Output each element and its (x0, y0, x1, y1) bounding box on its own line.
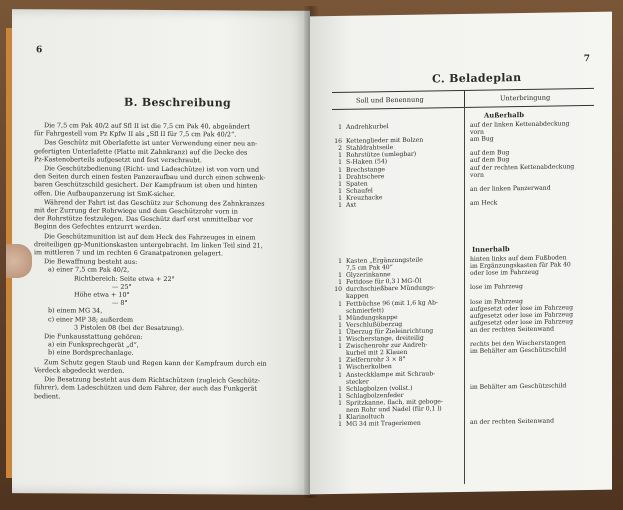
item-name: Wischerstange, dreiteilig (346, 334, 424, 343)
location: an der rechten Seitenwand (470, 325, 555, 334)
subheading-innerhalb: Innerhalb (472, 245, 510, 254)
text-line: Die Funkausstattung gehören: (44, 332, 143, 341)
text-line: im mittleren 7 und im rechten 6 Granatpatronen gelagert. (34, 248, 224, 258)
item-name: Mündungskappe (346, 313, 398, 322)
text-line: Zum Schutz gegen Staub und Regen kann der Kampfraum durch ein (44, 357, 267, 368)
stowage-list-outside (332, 120, 598, 209)
item-name: Wischerkolben (346, 363, 392, 372)
text-line: b) eine Bordsprechanlage. (48, 348, 134, 358)
item-name: Fettbüchse 96 (mit 1,6 kg Ab- (346, 298, 438, 308)
quantity: 1 (338, 413, 342, 421)
text-line: — 25° (112, 282, 132, 291)
item-name: Zielfernrohr 3 × 8° (346, 356, 406, 365)
item-name: Kettenglieder mit Bolzen (346, 136, 424, 145)
text-line: c) einer MP 38; außerdem (48, 314, 134, 324)
quantity: 10 (334, 286, 342, 294)
quantity: 1 (338, 159, 342, 167)
item-name: Schlagbolzen (vollst.) (346, 384, 413, 393)
quantity: 1 (338, 279, 342, 287)
quantity: 1 (338, 421, 342, 429)
left-page (12, 9, 310, 495)
quantity: 1 (338, 166, 342, 174)
text-line: a) einer 7,5 cm Pak 40/2, (48, 265, 130, 275)
quantity: 1 (338, 357, 342, 365)
item-name: durchschießbare Mündungs- (346, 284, 436, 294)
quantity: 1 (338, 180, 342, 188)
text-line: führer), dem Ladeschützen und dem Fahrer, der auch das Funkgerät (34, 383, 258, 393)
text-line: Die 7,5 cm Pak 40/2 auf Sfl II ist die 7,5 cm Pak 40, abgeändert (44, 121, 250, 131)
item-name: Stahldrahtseile (346, 144, 394, 153)
text-line: Höhe etwa + 10° (74, 290, 130, 299)
item-name: Klarinoltuch (346, 413, 385, 421)
location: vorn (470, 171, 484, 179)
item-name: Schlagbolzenfeder (346, 391, 404, 400)
text-line: Die Besatzung besteht aus dem Richtschützen (zugleich Geschütz- (44, 375, 261, 385)
text-line: 3 Pistolen 08 (bei der Besatzung). (74, 323, 185, 333)
location: im Behälter am Geschützschild (470, 346, 567, 356)
quantity: 1 (338, 123, 342, 131)
page-number-right: 7 (583, 53, 590, 65)
item-name: Kasten „Ergänzungsteile (346, 256, 423, 265)
quantity: 1 (338, 300, 342, 308)
quantity: 16 (334, 138, 342, 146)
item-name: Axt (346, 201, 357, 209)
text-line: der Rohrstütze festzulegen. Das Geschütz darf erst unmittelbar vor (34, 214, 253, 224)
section-title-beladeplan: C. Beladeplan (432, 71, 522, 86)
location: am Bug (470, 135, 494, 144)
location: auf dem Bug (470, 149, 510, 158)
column-header-soll: Soll und Benennung (356, 95, 424, 105)
page-number-left: 6 (36, 45, 43, 56)
item-name: Brechstange (346, 165, 385, 174)
subheading-ausserhalb: Außerhalb (484, 111, 524, 120)
text-line: dreiteiligen gp-Munitionskasten untergebracht. Im linken Teil sind 21, (34, 240, 263, 250)
location: vorn (470, 128, 484, 136)
open-booklet (6, 6, 618, 498)
location: oder lose im Fahrzeug (470, 268, 539, 278)
item-name: Fettdose für 0,3 l MG-Öl (346, 277, 422, 287)
location: aufgesetzt oder lose im Fahrzeug (470, 310, 574, 320)
text-line: baren Geschützschild gesichert. Der Kampfraum ist oben und hinten (34, 180, 258, 191)
location: am Heck (470, 199, 498, 207)
quantity: 1 (338, 399, 342, 407)
thumb (6, 244, 32, 278)
location: auf der rechten Kettenabdeckung (470, 162, 575, 172)
text-line: den Seiten durch einen festen Panzeraufbau und durch einen schwenk- (34, 172, 266, 182)
text-line: a) ein Funksprechgerät „d“, (48, 340, 139, 350)
text-line: gefertigten Unterlafette (Platte mit Zahnkranz) auf die Decke des (34, 146, 248, 157)
description-text (34, 121, 292, 401)
quantity: 1 (338, 321, 342, 329)
quantity: 1 (338, 201, 342, 209)
location: auf der linken Kettenabdeckung (470, 120, 570, 129)
item-name: nem Rohr und Nadel (für 0,1 l) (346, 405, 442, 414)
text-line: Das Geschütz mit Oberlafette ist unter Verwendung einer neu an- (44, 138, 258, 148)
quantity: 1 (338, 187, 342, 195)
quantity: 1 (338, 152, 342, 160)
text-line: mit der Zurrung der Rohrwiege und dem Geschützrohr vorn in (34, 206, 238, 216)
location: an der linken Panzerwand (470, 184, 551, 193)
item-name: Ansteckklampe mit Schraub- (346, 369, 436, 379)
item-name: Drahtschere (346, 172, 385, 181)
location: rechts bei den Wischerstangen (470, 339, 566, 348)
text-line: für Fahrgestell vom Pz Kpfw II als „Sfl II für 7,5 cm Pak 40/2“. (34, 129, 237, 139)
column-header-unterbringung: Unterbringung (500, 93, 551, 103)
stowage-list-inside (332, 254, 598, 428)
quantity: 1 (338, 173, 342, 181)
item-name: Zwischenrohr zur Andreh- (346, 341, 428, 350)
item-name: S-Haken (54) (346, 158, 388, 167)
item-name: kurbel mit 2 Klauen (346, 349, 408, 358)
text-line: Die Bewaffnung besteht aus: (44, 257, 138, 267)
text-line: b) einem MG 34, (48, 306, 103, 316)
location: an der rechten Seitenwand (470, 417, 555, 427)
header-divider (464, 91, 465, 107)
item-name: Überzug für Zieleinrichtung (346, 327, 434, 336)
table-header (332, 88, 594, 110)
location: im Ergänzungskasten für Pak 40 (470, 261, 571, 270)
right-page (310, 12, 612, 495)
item-name: Verschlußüberzug (346, 320, 403, 329)
quantity: 1 (338, 194, 342, 202)
quantity: 1 (338, 272, 342, 280)
text-line: Pz-Kastenoberteils aufgesetzt und fest verschraubt. (34, 155, 202, 165)
location: aufgesetzt oder lose im Fahrzeug (470, 303, 574, 313)
item-name: Schaufel (346, 187, 373, 195)
location: hinten links auf dem Fußboden (470, 254, 567, 263)
text-line: Beginn des Gefechtes entzurrt werden. (34, 222, 162, 232)
item-name: kappen (346, 292, 369, 301)
location: aufgesetzt oder lose im Fahrzeug (470, 318, 574, 327)
location: im Behälter am Geschützschild (470, 382, 567, 391)
quantity: 1 (338, 328, 342, 336)
text-line: Während der Fahrt ist das Geschütz zur Schonung des Zahnkranzes (44, 198, 265, 208)
item-name: Andrehkurbel (346, 123, 389, 131)
quantity: 1 (338, 392, 342, 400)
text-line: bedient. (34, 391, 61, 400)
text-line: Verdeck abgedeckt werden. (34, 366, 125, 375)
item-name: stecker (346, 378, 369, 386)
quantity: 1 (338, 385, 342, 393)
quantity: 1 (338, 257, 342, 265)
text-line: Die Geschützbedienung (Richt- und Ladeschütze) ist von vorn und (44, 164, 260, 174)
text-line: offen. Die Aufbaupanzerung ist SmK-sicher. (34, 188, 176, 198)
text-line: — 8° (112, 298, 128, 308)
item-name: Kreuzhacke (346, 194, 383, 202)
item-name: 7,5 cm Pak 40“ (346, 264, 393, 272)
item-name: Spritzkanne, flach, mit geboge- (346, 398, 443, 407)
quantity: 2 (338, 145, 342, 153)
item-name: Rohrstütze (umlegbar) (346, 151, 417, 160)
section-title-beschreibung: B. Beschreibung (124, 95, 231, 110)
text-line: Richtbereich: Seite etwa + 22° (74, 274, 175, 283)
item-name: Spaten (346, 180, 368, 188)
item-name: schmierfett) (346, 306, 384, 315)
location: lose im Fahrzeug (470, 297, 523, 306)
quantity: 1 (338, 371, 342, 379)
location: lose im Fahrzeug (470, 283, 523, 292)
quantity: 1 (338, 364, 342, 372)
text-line: Die Geschützmunition ist auf dem Heck des Fahrzeuges in einem (44, 231, 256, 242)
item-name: Glyzerinkanne (346, 271, 391, 279)
quantity: 1 (338, 314, 342, 322)
location: auf dem Bug (470, 156, 510, 165)
item-name: MG 34 mit Trageriemen (346, 419, 421, 428)
quantity: 1 (338, 342, 342, 351)
quantity: 1 (338, 335, 342, 343)
